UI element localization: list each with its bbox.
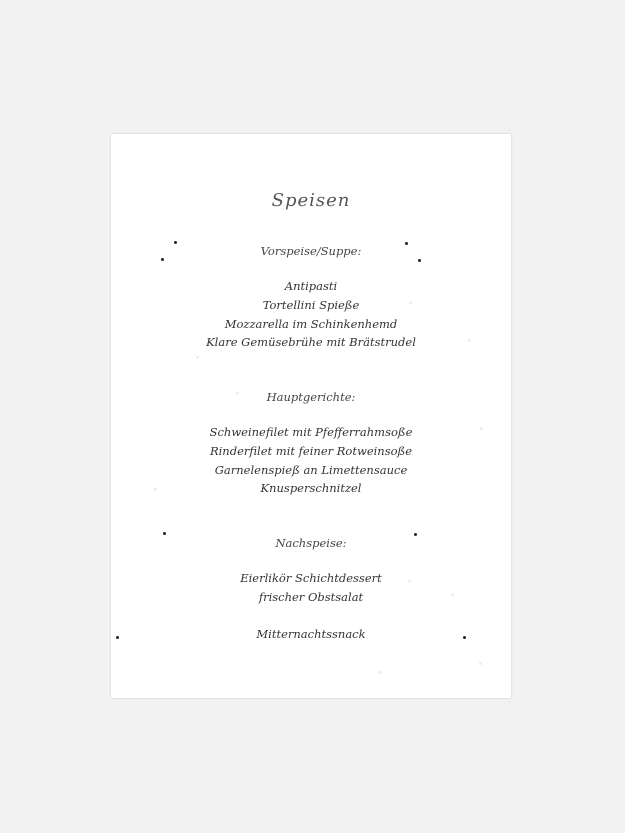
menu-item: Schweinefilet mit Pfefferrahmsoße xyxy=(209,425,413,439)
decorative-dot xyxy=(161,258,164,261)
menu-item: Garnelenspieß an Limettensauce xyxy=(214,463,408,477)
decorative-speck xyxy=(236,392,239,395)
decorative-dot xyxy=(116,636,119,639)
decorative-speck xyxy=(409,301,412,304)
decorative-speck xyxy=(196,356,199,359)
decorative-dot xyxy=(163,532,166,535)
decorative-speck xyxy=(379,671,382,674)
decorative-dot xyxy=(463,636,466,639)
decorative-speck xyxy=(154,488,157,491)
menu-item: Eierlikör Schichtdessert xyxy=(240,571,382,585)
menu-item: Tortellini Spieße xyxy=(262,298,360,312)
decorative-speck xyxy=(468,339,471,342)
menu-item: Antipasti xyxy=(284,279,338,293)
decorative-speck xyxy=(408,580,411,583)
menu-item: frischer Obstsalat xyxy=(258,590,364,604)
decorative-speck xyxy=(451,593,454,596)
menu-item-extra: Mitternachtssnack xyxy=(256,627,366,641)
decorative-dot xyxy=(414,533,417,536)
menu-item: Rinderfilet mit feiner Rotweinsoße xyxy=(209,444,413,458)
menu-card xyxy=(111,134,511,698)
menu-item: Knusperschnitzel xyxy=(260,481,362,495)
decorative-speck xyxy=(480,427,483,430)
section-heading-vorspeise: Vorspeise/Suppe: xyxy=(260,244,362,258)
menu-title: Speisen xyxy=(271,190,351,211)
decorative-dot xyxy=(418,259,421,262)
section-heading-nachspeise: Nachspeise: xyxy=(275,536,347,550)
menu-item: Mozzarella im Schinkenhemd xyxy=(224,317,398,331)
decorative-dot xyxy=(174,241,177,244)
decorative-dot xyxy=(405,242,408,245)
menu-item: Klare Gemüsebrühe mit Brätstrudel xyxy=(206,335,416,349)
decorative-speck xyxy=(479,662,482,665)
section-heading-hauptgerichte: Hauptgerichte: xyxy=(266,390,356,404)
